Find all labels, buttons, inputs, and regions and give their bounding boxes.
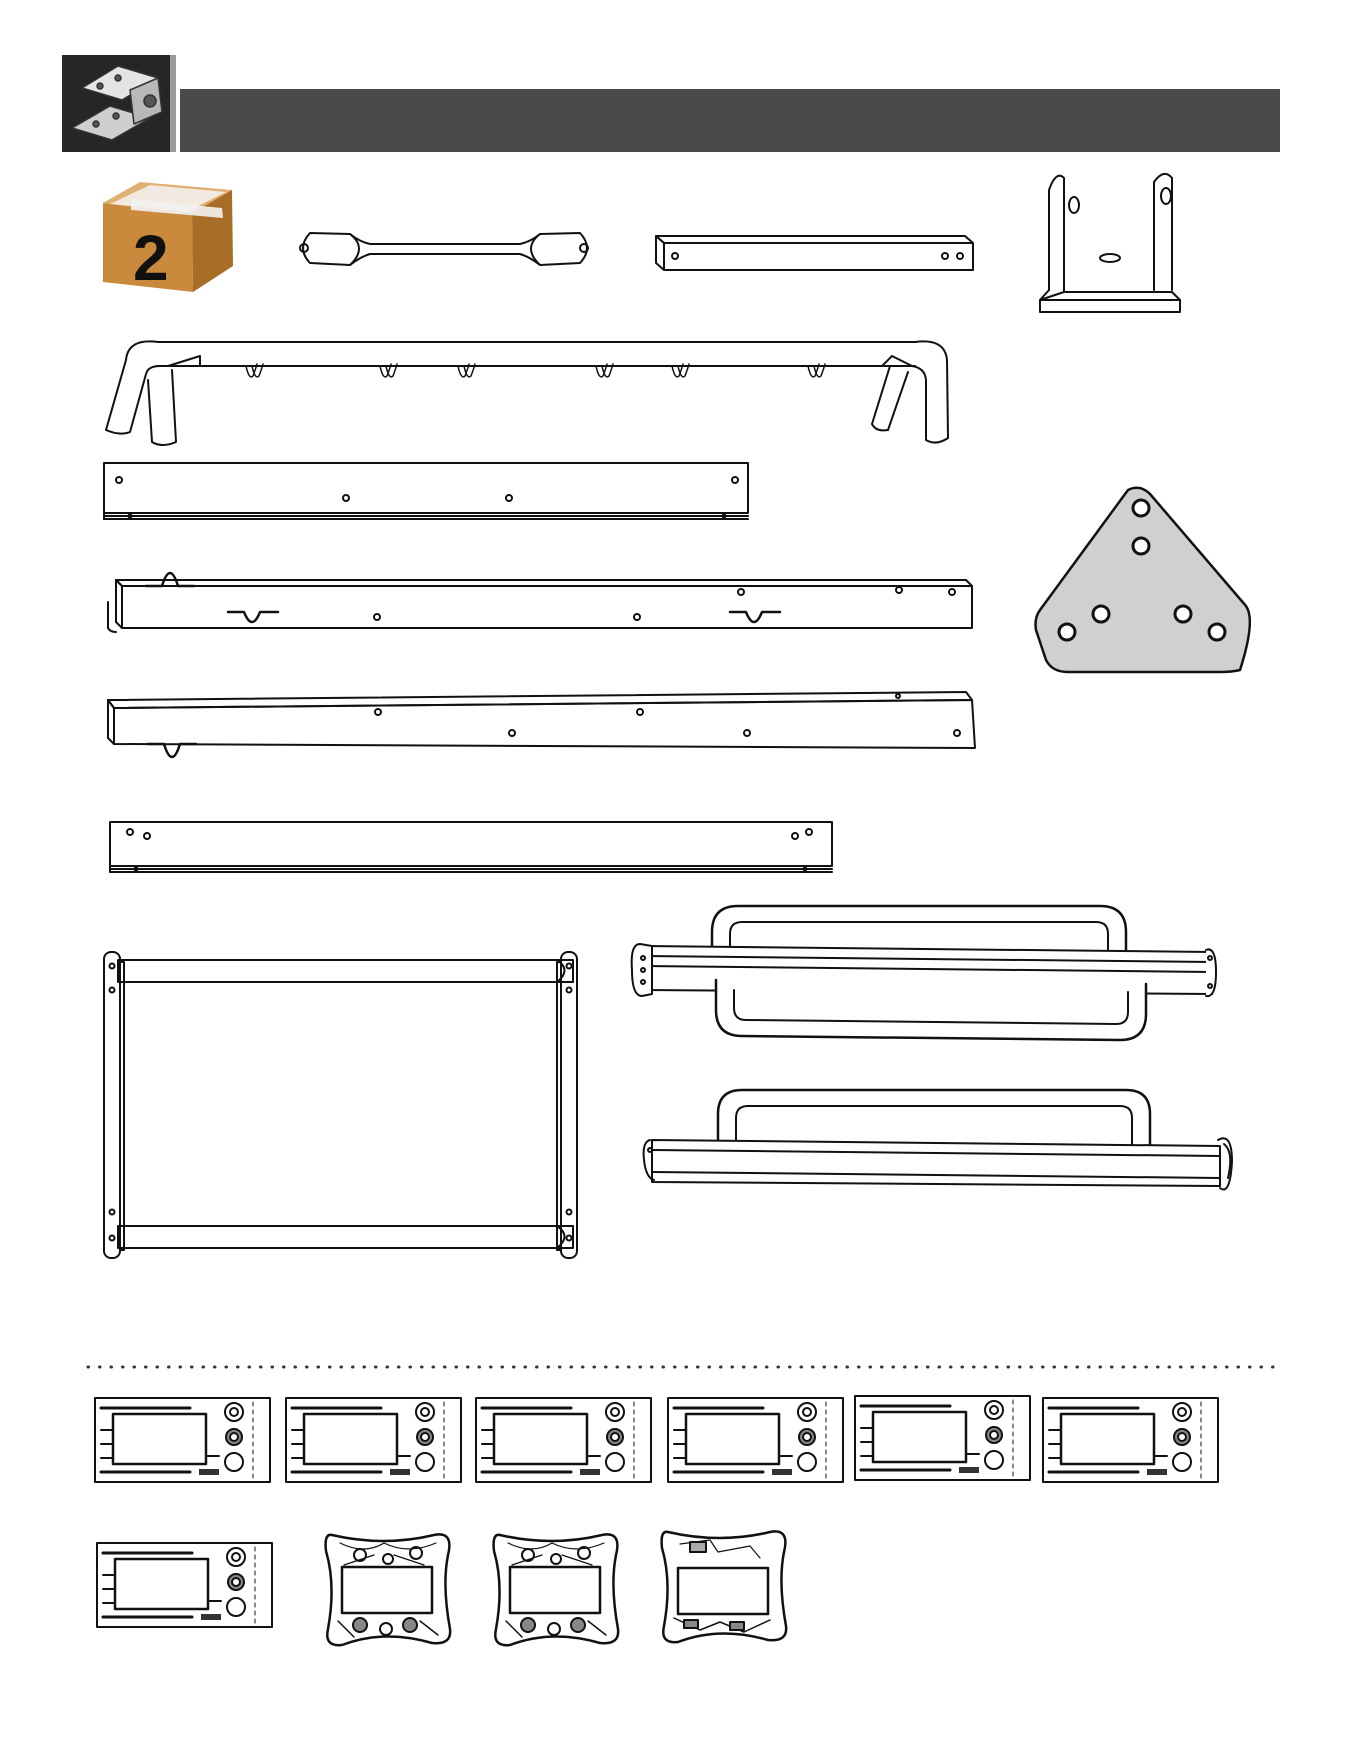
hardware-card-icon: [476, 1398, 651, 1482]
hardware-card-icon: [286, 1398, 461, 1482]
hardware-bag-icon: [326, 1534, 451, 1645]
hardware-bag: [494, 1534, 619, 1645]
curved-hook-rail-icon: [106, 341, 948, 445]
hardware-card: [286, 1398, 461, 1482]
hardware-bag-icon: [662, 1531, 787, 1642]
rectangular-frame-icon: [104, 952, 577, 1258]
hardware-card: [855, 1396, 1030, 1480]
hardware-card-icon: [668, 1398, 843, 1482]
hardware-card: [668, 1398, 843, 1482]
hardware-card: [97, 1543, 272, 1627]
angle-rail-icon: [104, 463, 748, 519]
u-bracket-icon: [1040, 174, 1180, 312]
box-number: 2: [133, 222, 169, 294]
short-square-tube-icon: [656, 236, 973, 270]
hardware-card-icon: [97, 1543, 272, 1627]
medium-angle-rail-icon: [110, 822, 832, 872]
triangle-plate-icon: [1036, 488, 1250, 672]
long-square-tube-with-clip-icon: [108, 692, 975, 757]
tube-with-handle-icon: [644, 1090, 1232, 1190]
flat-strap-icon: [300, 233, 588, 265]
hardware-bag-icon: [494, 1534, 619, 1645]
hardware-bag: [662, 1531, 787, 1642]
hardware-card: [476, 1398, 651, 1482]
cardboard-box-icon: [103, 182, 233, 294]
hardware-card-icon: [1043, 1398, 1218, 1482]
hardware-card: [95, 1398, 270, 1482]
hardware-card-icon: [855, 1396, 1030, 1480]
long-square-tube-with-clips-icon: [108, 573, 972, 632]
tube-with-double-handles-icon: [632, 906, 1216, 1040]
hardware-card-icon: [95, 1398, 270, 1482]
section-header: [62, 55, 1280, 152]
hardware-card: [1043, 1398, 1218, 1482]
hardware-bag: [326, 1534, 451, 1645]
